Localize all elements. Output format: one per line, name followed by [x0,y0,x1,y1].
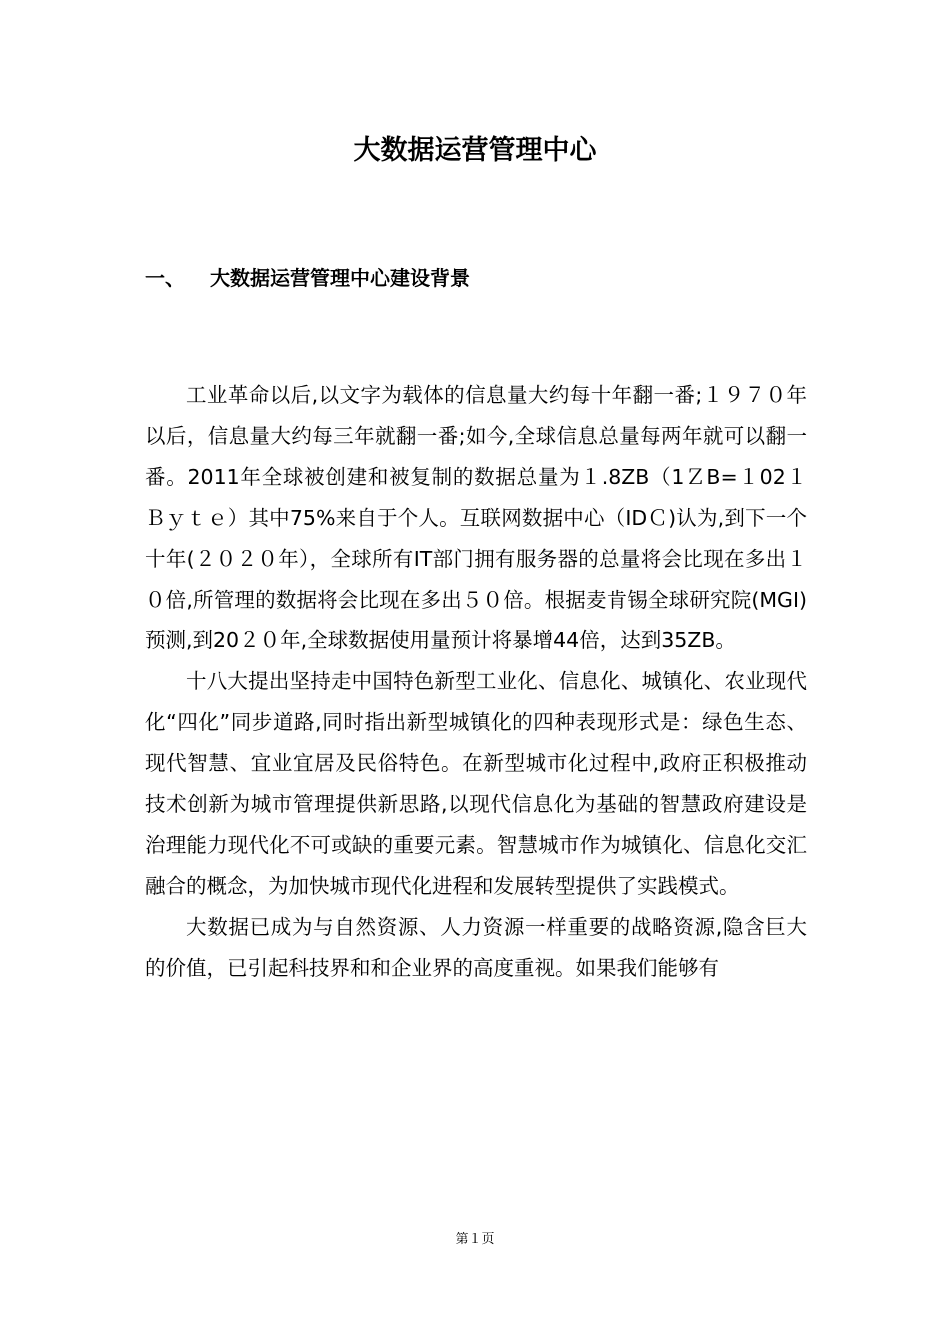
section-title: 大数据运营管理中心建设背景 [210,266,470,290]
section-heading [145,263,470,293]
page-title: 大数据运营管理中心 [353,135,597,166]
body-text [145,375,807,989]
page-number-footer: 第１页 [455,1232,495,1247]
paragraph-2: 十八大提出坚持走中国特色新型工业化、信息化、城镇化、农业现代化“四化”同步道路,同时指出新型城镇化的四种表现形式是：绿色生态、现代智慧、宜业宜居及民俗特色。在新型城市化过程中,政府正积极推动技术创新为城市管理提供新思路,以现代信息化为基础的智慧政府建设是治理能力现代化不可或缺的重要元素。智慧城市作为城镇化、信息化交汇融合的概念，为加快城市现代化进程和发展转型提供了实践模式。 [145,669,807,898]
paragraph-1: 工业革命以后,以文字为载体的信息量大约每十年翻一番;１９７０年以后，信息量大约每三年就翻一番;如今,全球信息总量每两年就可以翻一番。2011年全球被创建和被复制的数据总量为１.8ZB（1ＺB=１02１Ｂｙｔｅ）其中75%来自于个人。互联网数据中心（IDＣ)认为,到下一个十年(２０２０年），全球所有IT部门拥有服务器的总量将会比现在多出１０倍,所管理的数据将会比现在多出５０倍。根据麦肯锡全球研究院(MGI)预测,到20２０年,全球数据使用量预计将暴增44倍，达到35ZB。 [145,383,807,653]
section-number: 一、 [145,266,185,290]
paragraph-3: 大数据已成为与自然资源、人力资源一样重要的战略资源,隐含巨大的价值，已引起科技界和和企业界的高度重视。如果我们能够有 [145,914,807,980]
